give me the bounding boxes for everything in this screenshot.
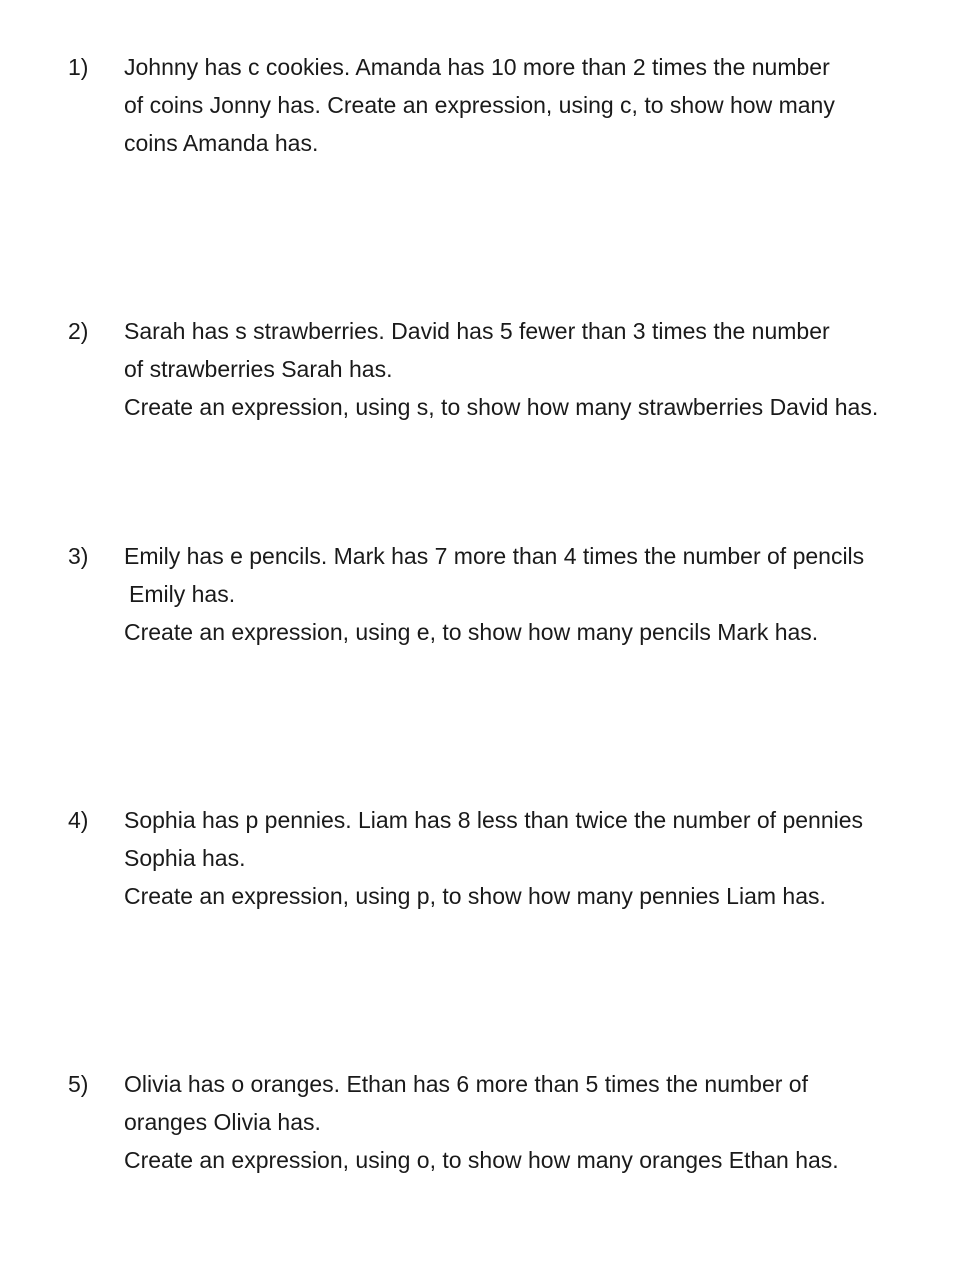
question-text-line: of coins Jonny has. Create an expression, using c, to show how many [124,92,835,118]
question-text-line: of strawberries Sarah has. [124,356,393,382]
question-text-line: Sarah has s strawberries. David has 5 fewer than 3 times the number [124,318,830,344]
question-text-line: Create an expression, using e, to show how many pencils Mark has. [124,619,819,645]
question-number: 3) [68,543,89,569]
question-text-line: Create an expression, using o, to show how many oranges Ethan has. [124,1147,839,1173]
question-text-line: Create an expression, using s, to show how many strawberries David has. [124,394,879,420]
question-text-line: oranges Olivia has. [124,1109,321,1135]
question-number: 4) [68,807,89,833]
question-text-line: Johnny has c cookies. Amanda has 10 more than 2 times the number [124,54,830,80]
question-text-line: Emily has. [129,581,236,607]
question-number: 2) [68,318,89,344]
question-number: 5) [68,1071,89,1097]
question-text-line: Sophia has. [124,845,246,871]
question-text-line: coins Amanda has. [124,130,319,156]
question-text-line: Emily has e pencils. Mark has 7 more than 4 times the number of pencils [124,543,865,569]
question-number: 1) [68,54,89,80]
question-text-line: Create an expression, using p, to show how many pennies Liam has. [124,883,826,909]
question-text-line: Olivia has o oranges. Ethan has 6 more than 5 times the number of [124,1071,808,1097]
question-text-line: Sophia has p pennies. Liam has 8 less than twice the number of pennies [124,807,864,833]
